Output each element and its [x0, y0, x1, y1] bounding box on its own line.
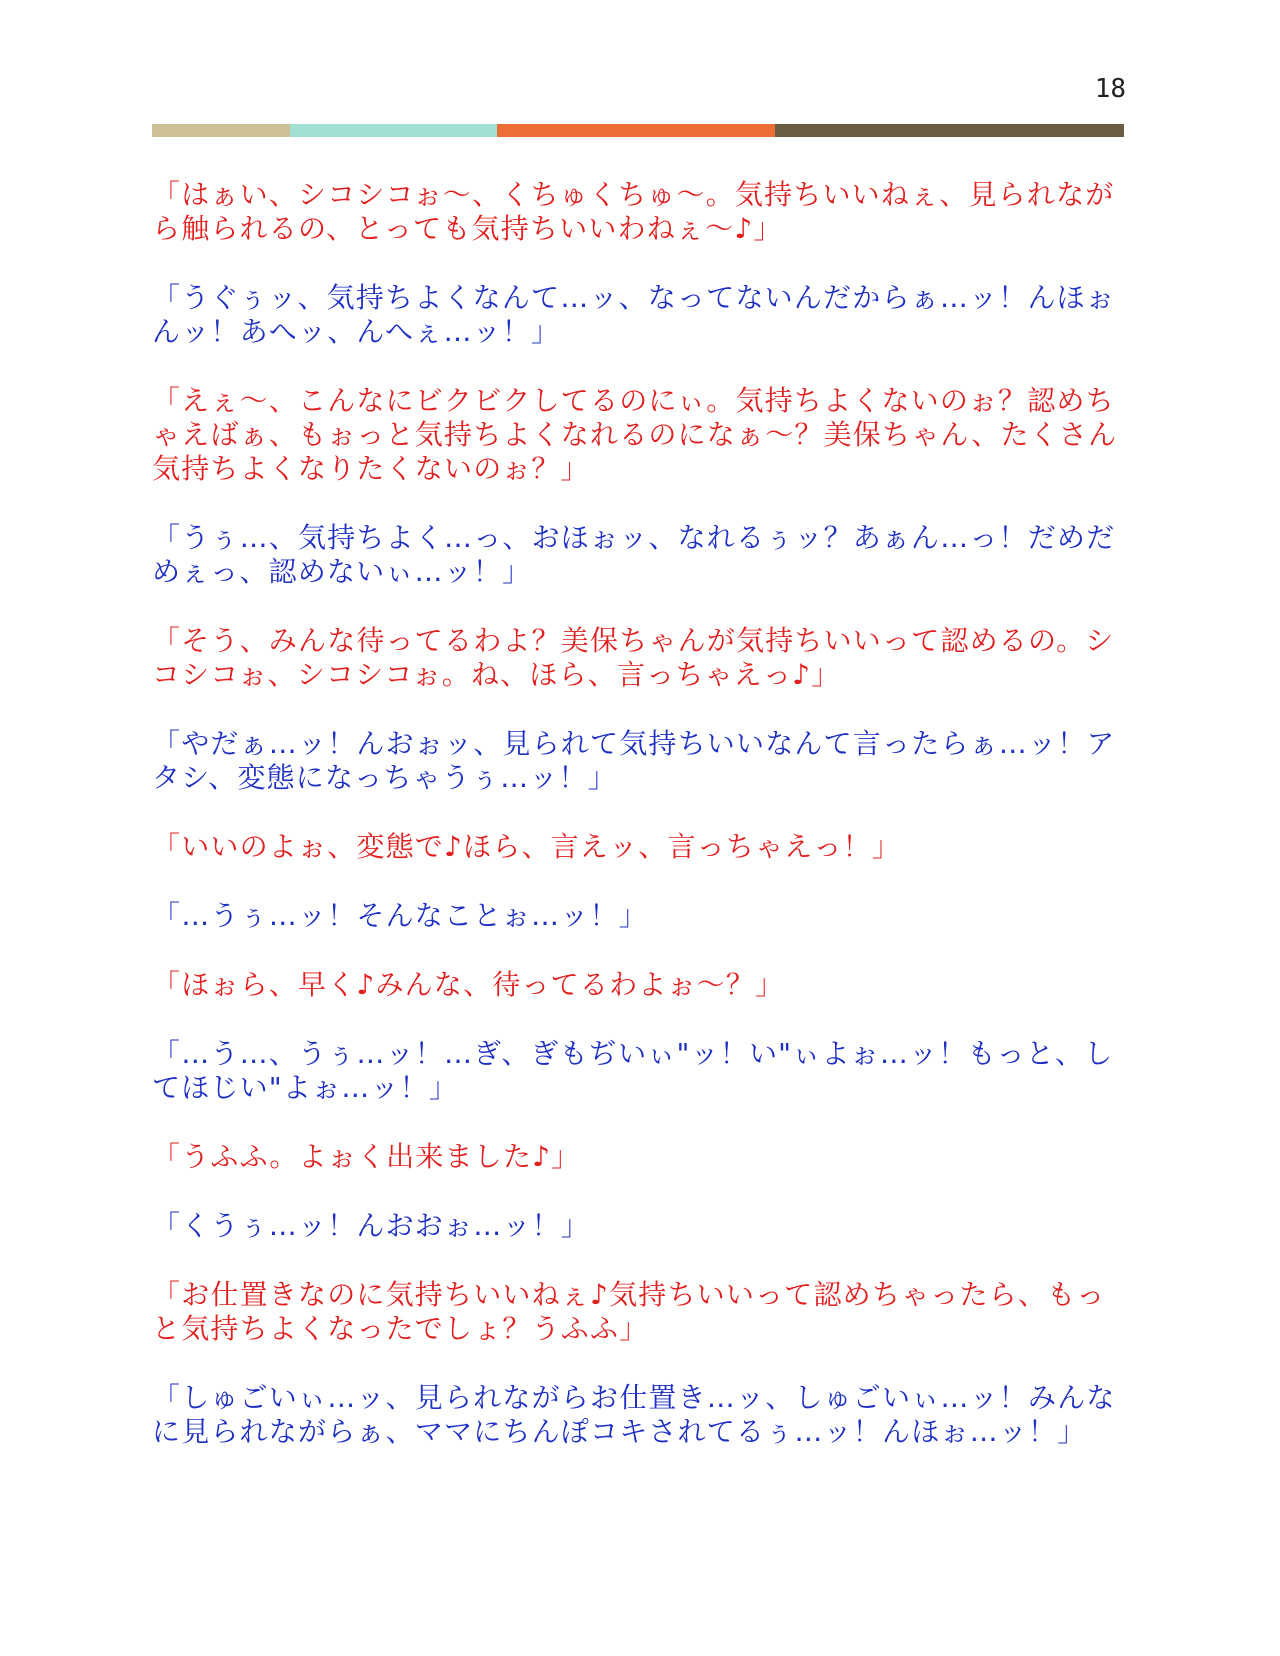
dialogue-line-miho: 「…うぅ…ッ！そんなことぉ…ッ！」 — [152, 899, 648, 932]
dialogue-line-mama: 「お仕置きなのに気持ちいいねぇ♪気持ちいいって認めちゃったら、もっと気持ちよくなったでしょ？うふふ」 — [152, 1278, 1106, 1345]
dialogue-body — [152, 178, 1124, 1449]
header-bar-segment-3 — [497, 124, 775, 137]
dialogue-line-miho: 「くうぅ…ッ！んおおぉ…ッ！」 — [152, 1209, 591, 1242]
dialogue-line-mama: 「ほぉら、早く♪みんな、待ってるわよぉ～？」 — [152, 968, 785, 1001]
dialogue-line-miho: 「しゅごいぃ…ッ、見られながらお仕置き…ッ、しゅごいぃ…ッ！みんなに見られながらぁ、ママにちんぽコキされてるぅ…ッ！んほぉ…ッ！」 — [152, 1381, 1116, 1448]
header-bar-segment-4 — [775, 124, 1124, 137]
header-color-bar — [152, 124, 1124, 137]
dialogue-line-miho: 「うぐぅッ、気持ちよくなんて…ッ、なってないんだからぁ…ッ！んほぉんッ！あへッ、んへぇ…ッ！」 — [152, 281, 1116, 348]
dialogue-line-miho: 「やだぁ…ッ！んおぉッ、見られて気持ちいいなんて言ったらぁ…ッ！アタシ、変態になっちゃうぅ…ッ！」 — [152, 727, 1116, 794]
dialogue-line-mama: 「うふふ。よぉく出来ました♪」 — [152, 1140, 581, 1173]
dialogue-line-mama: 「そう、みんな待ってるわよ？美保ちゃんが気持ちいいって認めるの。シコシコぉ、シコシコぉ。ね、ほら、言っちゃえっ♪」 — [152, 624, 1115, 691]
dialogue-line-mama: 「えぇ～、こんなにビクビクしてるのにぃ。気持ちよくないのぉ？認めちゃえばぁ、もぉっと気持ちよくなれるのになぁ～？美保ちゃん、たくさん気持ちよくなりたくないのぉ？」 — [152, 384, 1118, 485]
dialogue-line-mama: 「はぁい、シコシコぉ～、くちゅくちゅ～。気持ちいいねぇ、見られながら触られるの、とっても気持ちいいわねぇ～♪」 — [152, 178, 1115, 245]
dialogue-line-mama: 「いいのよぉ、変態で♪ほら、言えッ、言っちゃえっ！」 — [152, 830, 902, 863]
header-bar-segment-2 — [290, 124, 497, 137]
dialogue-line-miho: 「…う…、うぅ…ッ！…ぎ、ぎもぢいぃ"ッ！い"ぃよぉ…ッ！もっと、してほじい"よぉ…ッ！」 — [152, 1037, 1114, 1104]
dialogue-line-miho: 「うぅ…、気持ちよく…っ、おほぉッ、なれるぅッ？あぁん…っ！だめだめぇっ、認めないぃ…ッ！」 — [152, 521, 1116, 588]
header-bar-segment-1 — [152, 124, 290, 137]
page-number: 18 — [1094, 74, 1126, 104]
